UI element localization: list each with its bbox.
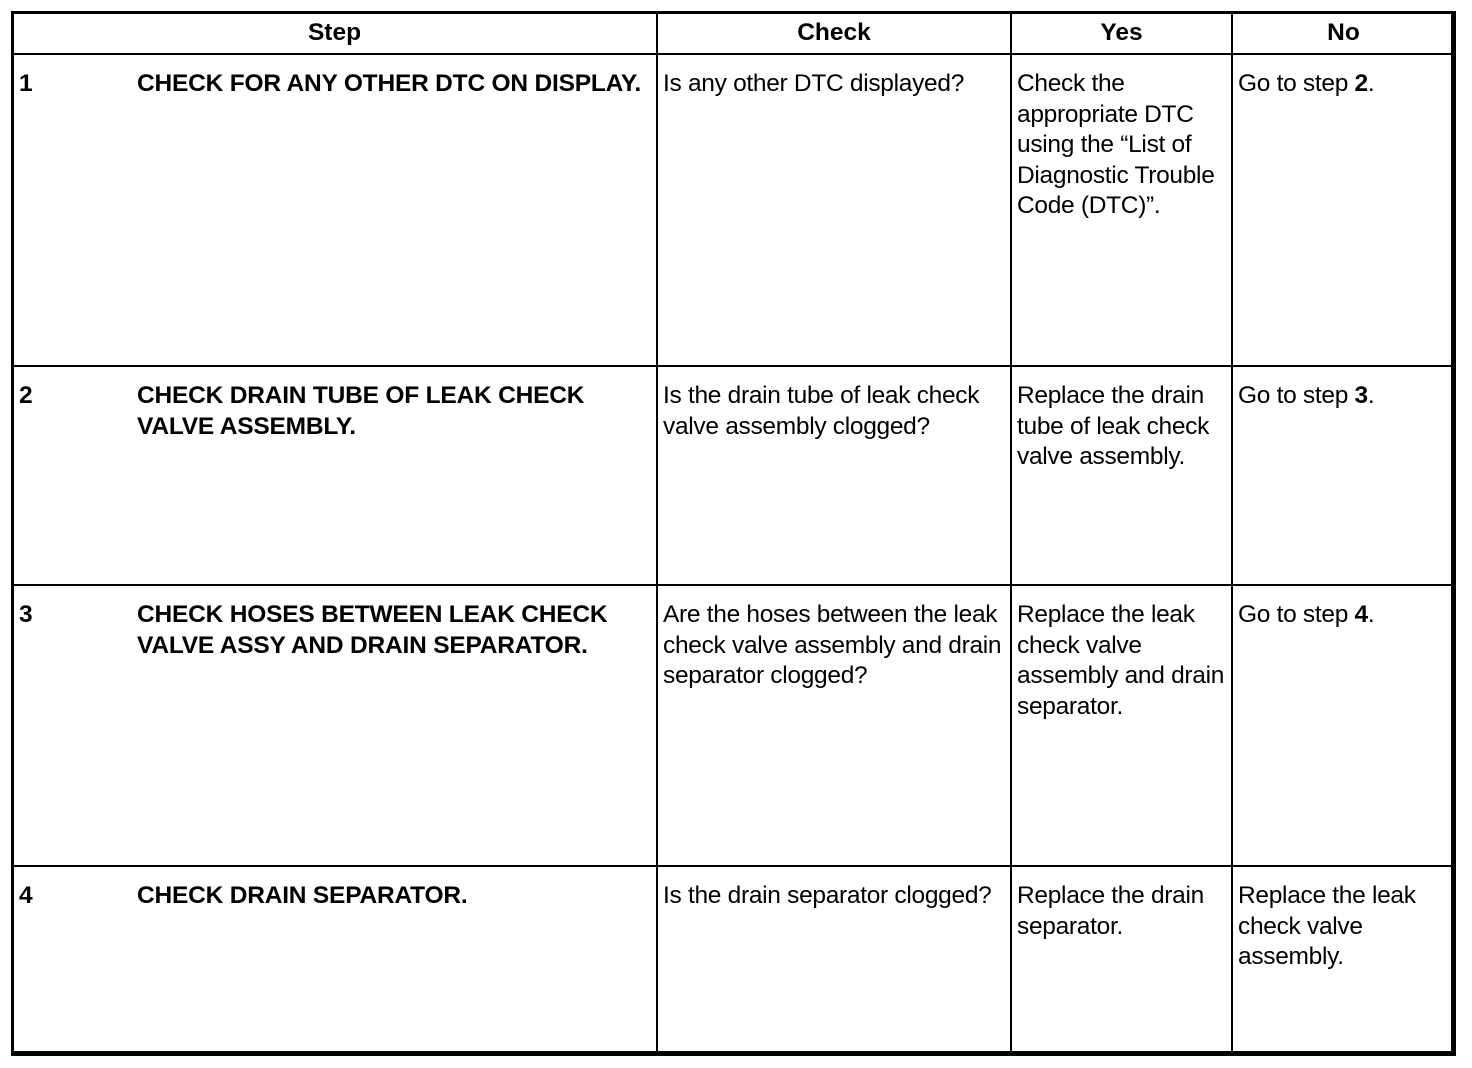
no-step-ref: 3 bbox=[1354, 382, 1368, 409]
check-text: Are the hoses between the leak check valve assembly and drain separator clogged? bbox=[663, 601, 1002, 689]
no-text-suffix: . bbox=[1367, 70, 1375, 97]
step-title: CHECK DRAIN SEPARATOR. bbox=[137, 882, 468, 909]
yes-text: Replace the drain separator. bbox=[1017, 882, 1204, 940]
yes-text: Replace the leak check valve assembly and drain separator. bbox=[1017, 601, 1225, 720]
step-title: CHECK DRAIN TUBE OF LEAK CHECK VALVE ASSEMBLY. bbox=[137, 382, 585, 440]
no-text-prefix: Go to step bbox=[1238, 70, 1355, 97]
no-text-suffix: . bbox=[1367, 601, 1375, 628]
yes-text: Check the appropriate DTC using the “List of Diagnostic Trouble Code (DTC)”. bbox=[1017, 70, 1215, 219]
no-text-prefix: Go to step bbox=[1238, 601, 1355, 628]
step-number: 4 bbox=[19, 882, 33, 909]
step-number: 3 bbox=[19, 601, 33, 628]
header-check: Check bbox=[657, 12, 1011, 54]
header-no: No bbox=[1232, 12, 1455, 54]
step-title: CHECK FOR ANY OTHER DTC ON DISPLAY. bbox=[137, 70, 641, 97]
step-title: CHECK HOSES BETWEEN LEAK CHECK VALVE ASSY AND DRAIN SEPARATOR. bbox=[137, 601, 608, 659]
step-number: 1 bbox=[19, 70, 33, 97]
no-text-prefix: Go to step bbox=[1238, 382, 1355, 409]
header-step: Step bbox=[12, 12, 657, 54]
check-text: Is any other DTC displayed? bbox=[663, 70, 965, 97]
header-yes: Yes bbox=[1011, 12, 1232, 54]
no-step-ref: 2 bbox=[1354, 70, 1368, 97]
step-number: 2 bbox=[19, 382, 33, 409]
check-text: Is the drain tube of leak check valve assembly clogged? bbox=[663, 382, 980, 440]
no-text: Replace the leak check valve assembly. bbox=[1238, 882, 1416, 970]
check-text: Is the drain separator clogged? bbox=[663, 882, 992, 909]
no-step-ref: 4 bbox=[1354, 601, 1368, 628]
table-outer-border bbox=[11, 11, 1454, 1054]
yes-text: Replace the drain tube of leak check valve assembly. bbox=[1017, 382, 1210, 470]
no-text-suffix: . bbox=[1367, 382, 1375, 409]
